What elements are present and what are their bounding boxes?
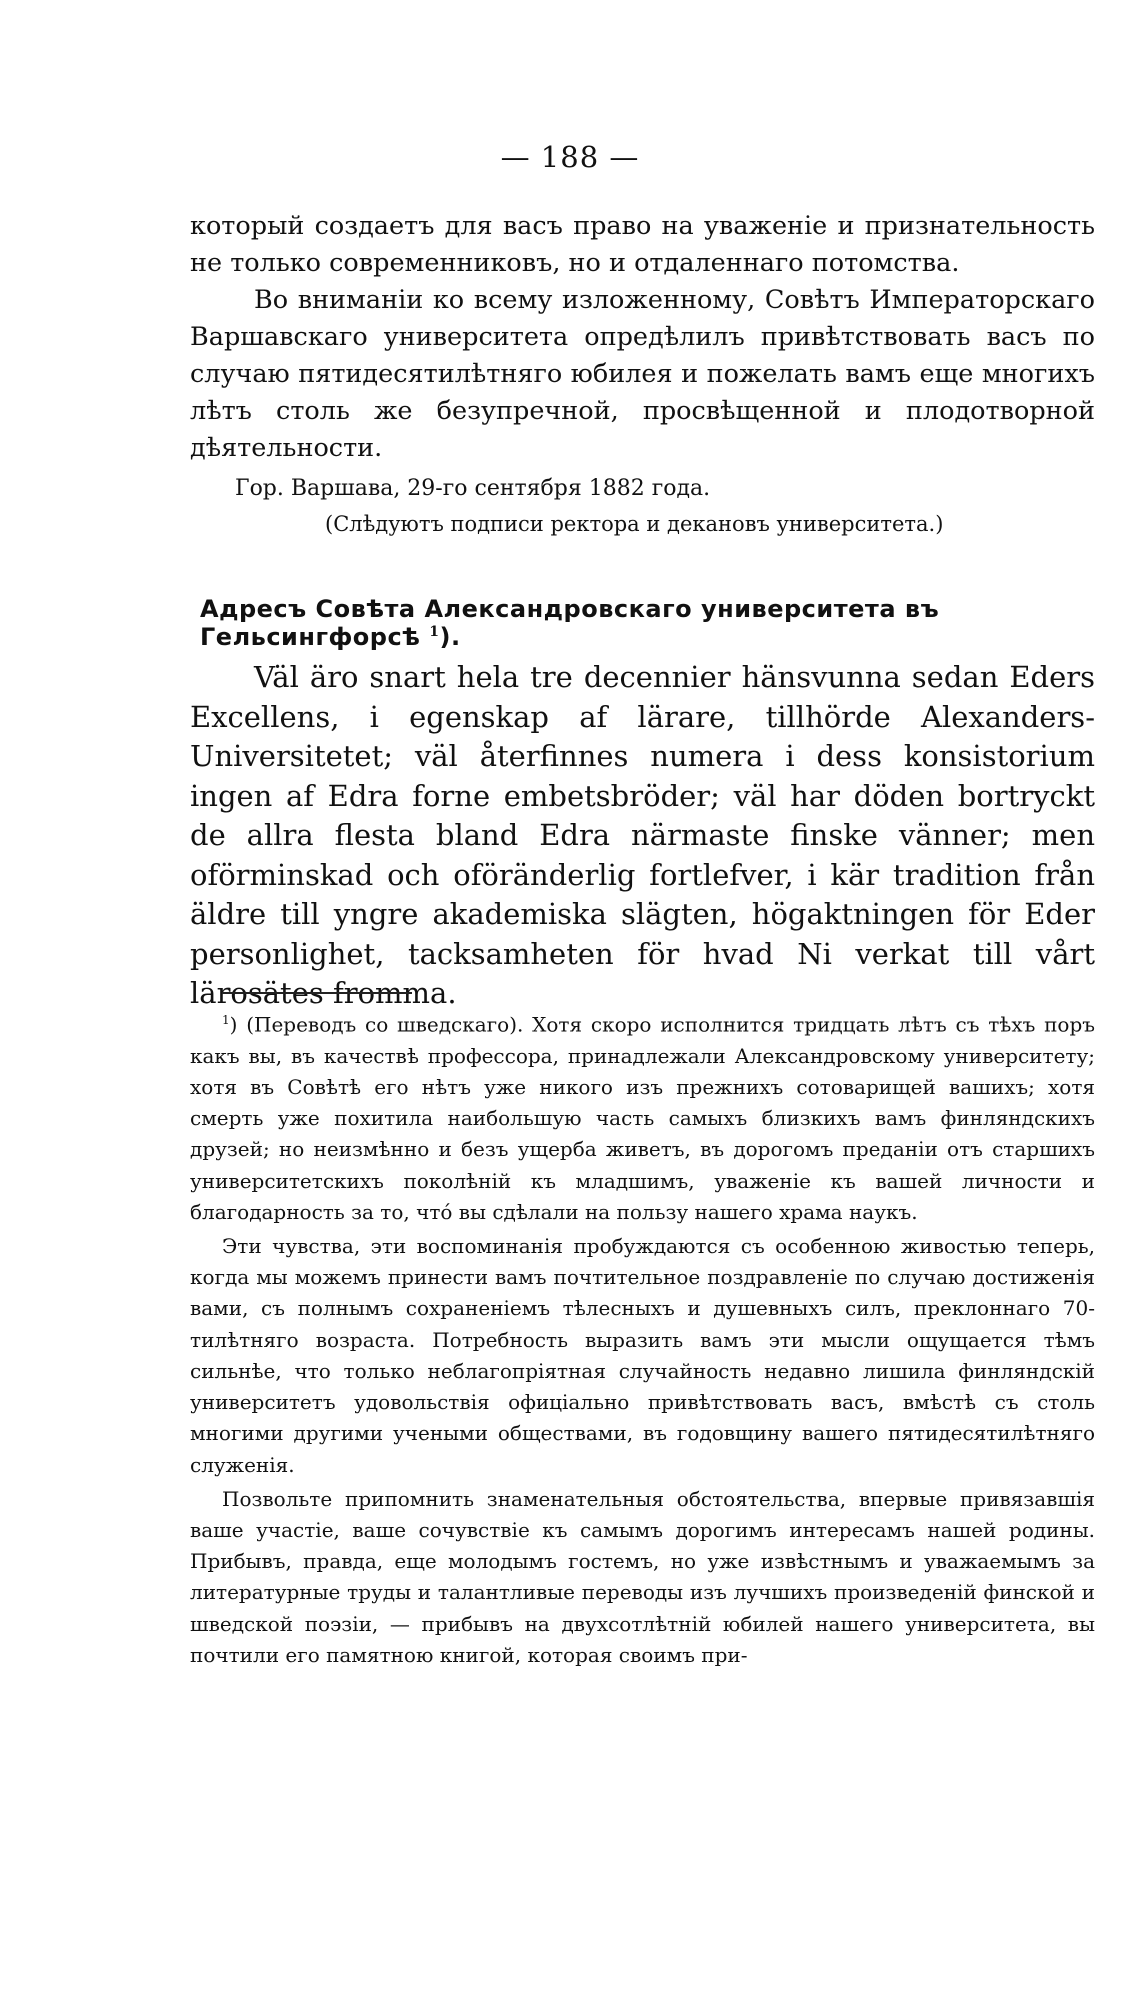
footnotes-block [190, 1005, 1095, 1674]
footnote-mark: 1 [222, 1013, 230, 1027]
footnote-divider [222, 992, 412, 994]
page-number: — 188 — [500, 140, 640, 174]
footnote-paragraph-2: Эти чувства, эти воспоминанія пробуждаются съ особенною живостью теперь, когда мы можемъ принести вамъ почтительное поздравленіе по случаю достиженія вами, съ полнымъ сохраненіемъ тѣлесныхъ и душевныхъ силъ, преклоннаго 70-тилѣтняго возраста. Потребность выразить вамъ эти мысли ощущается тѣмъ сильнѣе, что только неблагопріятная случайность недавно лишила финляндскій университетъ удовольствія офиціально привѣтствовать васъ, вмѣстѣ съ столь многими другими учеными обществами, въ годовщину вашего пятидесятилѣтняго служенія. [190, 1234, 1095, 1477]
signatures-note: (Слѣдуютъ подписи ректора и декановъ университета.) [325, 512, 944, 536]
section-heading-text: Адресъ Совѣта Александровскаго университета въ Гельсингфорсѣ [200, 595, 940, 651]
footnote-paragraph-1 [190, 1005, 1095, 1228]
date-line: Гор. Варшава, 29-го сентября 1882 года. [235, 476, 711, 501]
swedish-paragraph: Väl äro snart hela tre decennier hänsvunna sedan Eders Excellens, i egenskap af lärare, tillhörde Alexanders-Universitetet; väl återfinnes numera i dess konsistorium ingen af Edra forne embetsbröder; väl har döden bortryckt de allra flesta bland Edra närmaste finske vänner; men oförminskad och oföränderlig fortlefver, i kär tradition från äldre till yngre akademiska slägten, högaktningen för Eder personlighet, tacksamheten för hvad Ni verkat till vårt lärosätes fromma. [190, 660, 1095, 1010]
section-heading-footnote-mark: 1 [429, 624, 440, 640]
paragraph-council-decision: Во вниманіи ко всему изложенному, Совѣтъ Императорскаго Варшавскаго университета опредѣлилъ привѣтствовать васъ по случаю пятидесятилѣтняго юбилея и пожелать вамъ еще многихъ лѣтъ столь же безупречной, просвѣщенной и плодотворной дѣятельности. [190, 285, 1095, 463]
section-heading-tail: ). [439, 623, 461, 651]
footnote-paragraph-3: Позвольте припомнить знаменательныя обстоятельства, впервые привязавшія ваше участіе, ваше сочувствіе къ самымъ дорогимъ интересамъ нашей родины. Прибывъ, правда, еще молодымъ гостемъ, но уже извѣстнымъ и уважаемымъ за литературные труды и талантливые переводы изъ лучшихъ произведеній финской и шведской поэзіи, — прибывъ на двухсотлѣтній юбилей нашего университета, вы почтили его памятною книгой, которая своимъ при- [190, 1486, 1095, 1667]
top-text-block [190, 208, 1095, 541]
section-heading [200, 595, 1100, 651]
footnote-paragraph-1-text: ) (Переводъ со шведскаго). Хотя скоро исполнится тридцать лѣтъ съ тѣхъ поръ какъ вы, въ качествѣ профессора, принадлежали Александровскому университету; хотя въ Совѣтѣ его нѣтъ уже никого изъ прежнихъ сотоварищей вашихъ; хотя смерть уже похитила наибольшую часть самыхъ близкихъ вамъ финляндскихъ друзей; но неизмѣнно и безъ ущерба живетъ, въ дорогомъ преданіи отъ старшихъ университетскихъ поколѣній къ младшимъ, уваженіе къ вашей личности и благодарность за то, чтó вы сдѣлали на пользу нашего храма наукъ. [190, 1012, 1095, 1224]
paragraph-continuation: который создаетъ для васъ право на уваженіе и признательность не только современниковъ, но и отдаленнаго потомства. [190, 211, 1095, 278]
